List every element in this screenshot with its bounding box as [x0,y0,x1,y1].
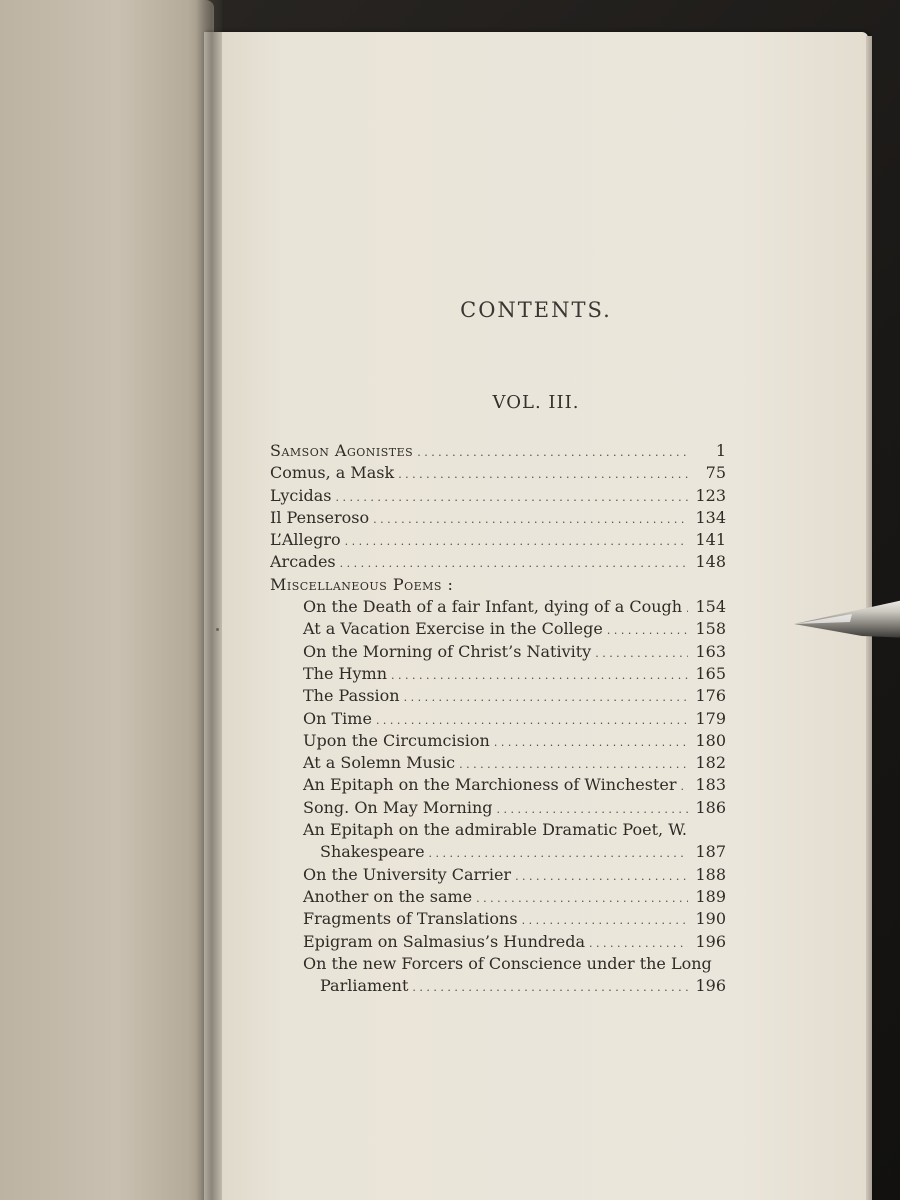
toc-page-number: 148 [695,552,726,572]
dot-leader [417,442,688,462]
dot-leader [589,933,688,953]
toc-entry [270,685,726,707]
toc-entry [270,931,726,953]
toc-entry [270,975,726,997]
dot-leader [335,487,688,507]
toc-entry [270,596,726,618]
toc-page-number: 123 [695,485,726,505]
toc-page-number: 196 [695,931,726,951]
toc-entry-title: Lycidas [270,485,332,505]
toc-page-number: 141 [695,530,726,550]
toc-entry-title: The Hymn [303,663,387,683]
toc-page-number: 196 [695,976,726,996]
dot-leader [607,620,688,640]
toc-entry-title: Shakespeare [320,842,425,862]
toc-entry [270,752,726,774]
table-of-contents [270,440,726,997]
toc-entry [270,730,726,752]
toc-entry [270,908,726,930]
toc-page-number: 1 [715,441,726,460]
toc-entry [270,507,726,529]
toc-entry [270,551,726,573]
left-page [0,0,214,1200]
toc-entry-title: At a Solemn Music [303,753,456,773]
toc-entry-title: On the Morning of Christ’s Nativity [303,641,592,661]
dot-leader [680,776,688,796]
toc-entry-title: An Epitaph on the Marchioness of Winchester [303,775,677,795]
toc-entry-title: Song. On May Morning [303,797,493,817]
dot-leader [595,643,688,663]
toc-entry-title: At a Vacation Exercise in the College [303,619,603,639]
toc-entry-title: Epigram on Salmasius’s Hundreda [303,931,586,951]
toc-entry-title: On the University Carrier [303,864,512,884]
toc-page-number: 189 [695,886,726,906]
toc-entry-title: An Epitaph on the admirable Dramatic Poet, W. [303,820,687,840]
toc-entry [270,774,726,796]
toc-entry-title: On Time [303,708,372,728]
book-gutter [196,0,222,1200]
toc-page-number: 180 [695,730,726,750]
toc-entry-title: On the Death of a fair Infant, dying of a Cough [303,597,683,617]
page-title: CONTENTS. [460,298,612,322]
toc-entry-title: Miscellaneous Poems : [270,574,454,594]
toc-entry [270,618,726,640]
toc-page-number: 186 [695,797,726,817]
dot-leader [412,977,688,997]
toc-entry-title: On the new Forcers of Conscience under the Long [303,953,712,973]
toc-entry-title: Upon the Circumcision [303,730,490,750]
toc-entry-title: Another on the same [303,886,473,906]
dot-leader [522,910,688,930]
toc-page-number: 179 [695,708,726,728]
dot-leader [515,866,688,886]
volume-heading: VOL. III. [492,392,580,413]
dot-leader [376,710,688,730]
pen-tip-icon [792,592,900,638]
toc-entry [270,462,726,484]
toc-entry [270,485,726,507]
toc-entry-title: Comus, a Mask [270,463,395,483]
toc-page-number: 163 [695,641,726,661]
dot-leader [391,665,688,685]
margin-mark [216,628,219,631]
toc-entry-title: The Passion [303,686,400,706]
dot-leader [494,732,688,752]
toc-entry [270,529,726,551]
dot-leader [429,843,688,863]
toc-page-number: 154 [695,597,726,617]
toc-entry-title: Il Penseroso [270,507,370,527]
dot-leader [373,509,688,529]
toc-page-number: 176 [695,686,726,706]
toc-page-number: 183 [695,775,726,795]
dot-leader [497,799,689,819]
toc-entry-title: Fragments of Translations [303,909,518,929]
toc-entry [270,708,726,730]
toc-entry-title: L’Allegro [270,530,341,550]
toc-entry [270,864,726,886]
toc-page-number: 165 [695,663,726,683]
toc-entry-title: Parliament [320,976,409,996]
toc-page-number: 75 [705,463,726,483]
toc-entry [270,819,726,841]
toc-entry [270,797,726,819]
toc-page-number: 182 [695,753,726,773]
toc-entry [270,574,726,596]
toc-entry-title: Arcades [270,552,336,572]
dot-leader [686,598,688,618]
toc-page-number: 134 [695,507,726,527]
toc-page-number: 158 [695,619,726,639]
toc-entry [270,663,726,685]
toc-entry [270,641,726,663]
toc-entry [270,886,726,908]
toc-entry [270,953,726,975]
dot-leader [345,531,688,551]
dot-leader [398,464,688,484]
dot-leader [340,553,688,573]
toc-page-number: 187 [695,842,726,862]
dot-leader [459,754,688,774]
toc-page-number: 190 [695,909,726,929]
toc-entry [270,841,726,863]
toc-page-number: 188 [695,864,726,884]
dot-leader [476,888,688,908]
toc-entry-title: Samson Agonistes [270,441,414,460]
dot-leader [404,687,688,707]
toc-entry [270,440,726,462]
